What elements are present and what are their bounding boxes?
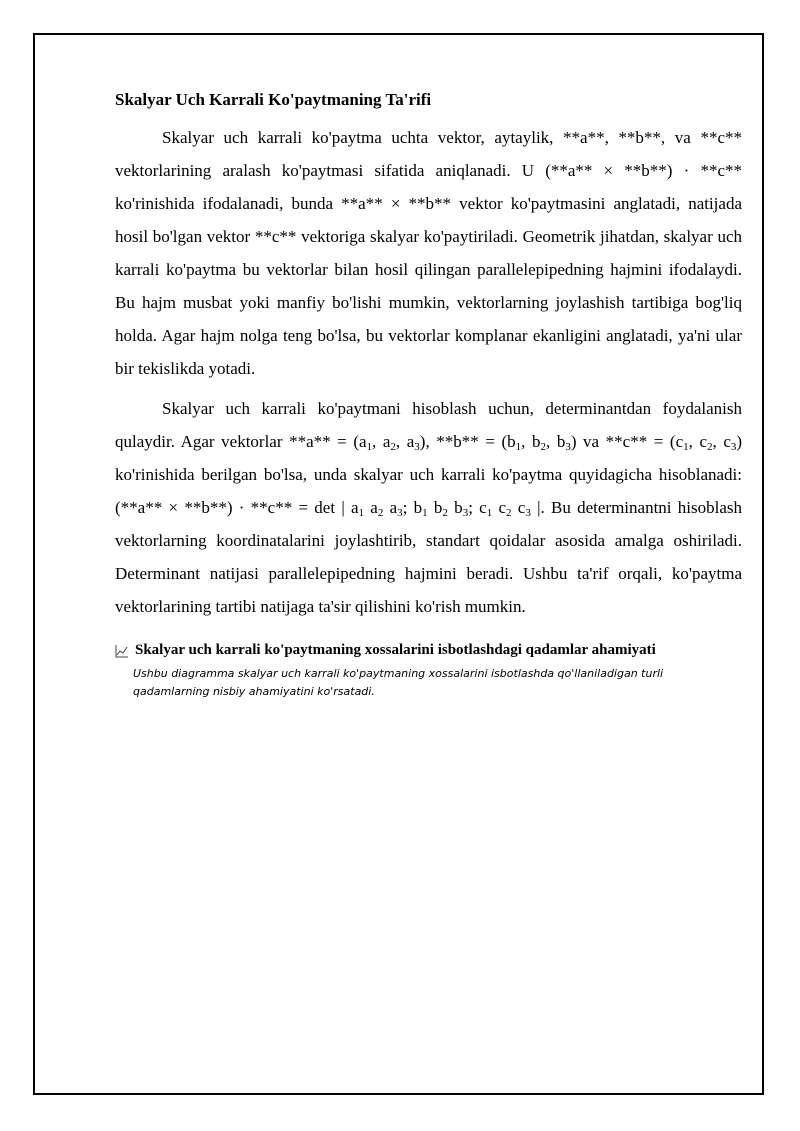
document-body — [115, 88, 742, 701]
paragraph-definition: Skalyar uch karrali ko'paytma uchta vektor, aytaylik, **a**, **b**, va **c** vektorlarining aralash ko'paytmasi sifatida aniqlanadi. U (**a** × **b**) · **c** ko'rinishida ifodalanadi, bunda **a** × **b** vektor ko'paytmasini anglatadi, natijada hosil bo'lgan vektor **c** vektoriga skalyar ko'paytiriladi. Geometrik jihatdan, skalyar uch karrali ko'paytma bu vektorlar bilan hosil qilingan parallelepipedning hajmini ifodalaydi. Bu hajm musbat yoki manfiy bo'lishi mumkin, vektorlarning joylashish tartibiga bog'liq holda. Agar hajm nolga teng bo'lsa, bu vektorlar komplanar ekanligini anglatadi, ya'ni ular bir tekislikda yotadi. — [115, 128, 742, 378]
chart-title: Skalyar uch karrali ko'paytmaning xossalarini isbotlashdagi qadamlar ahamiyati — [135, 642, 656, 658]
chart-icon — [115, 643, 129, 657]
chart-title-row — [115, 639, 742, 661]
section-title: Skalyar Uch Karrali Ko'paytmaning Ta'rifi — [115, 90, 432, 109]
paragraph-determinant: Skalyar uch karrali ko'paytmani hisoblash uchun, determinantdan foydalanish qulaydir. Agar vektorlar $**a** = (a_1$, $a_2$, $a_3$), $**b** = (b_1$, $b_2$, $b_3$) va $**c** = (c_1$, $c_2$, $c_3$) ko'rinishida berilgan bo'lsa, unda skalyar uch karrali ko'paytma quyidagicha hisoblanadi: (**a** × **b**) · **c** = det | $a_1$ $a_2$ $a_3$; $b_1$ $b_2$ $b_3$; $c_1$ $c_2$ $c_3$ |. Bu determinantni hisoblash vektorlarning koordinatalarini joylashtirib, standart qoidalar asosida amalga oshiriladi. Determinant natijasi parallelepipedning hajmini beradi. Ushbu ta'rif orqali, ko'paytma vektorlarining tartibi natijaga ta'sir qilishini ko'rish mumkin. — [115, 399, 743, 616]
chart-block — [115, 639, 742, 701]
chart-caption: Ushbu diagramma skalyar uch karrali ko'paytmaning xossalarini isbotlashda qo'llaniladigan turli qadamlarning nisbiy ahamiyatini ko'rsatadi. — [133, 667, 664, 698]
